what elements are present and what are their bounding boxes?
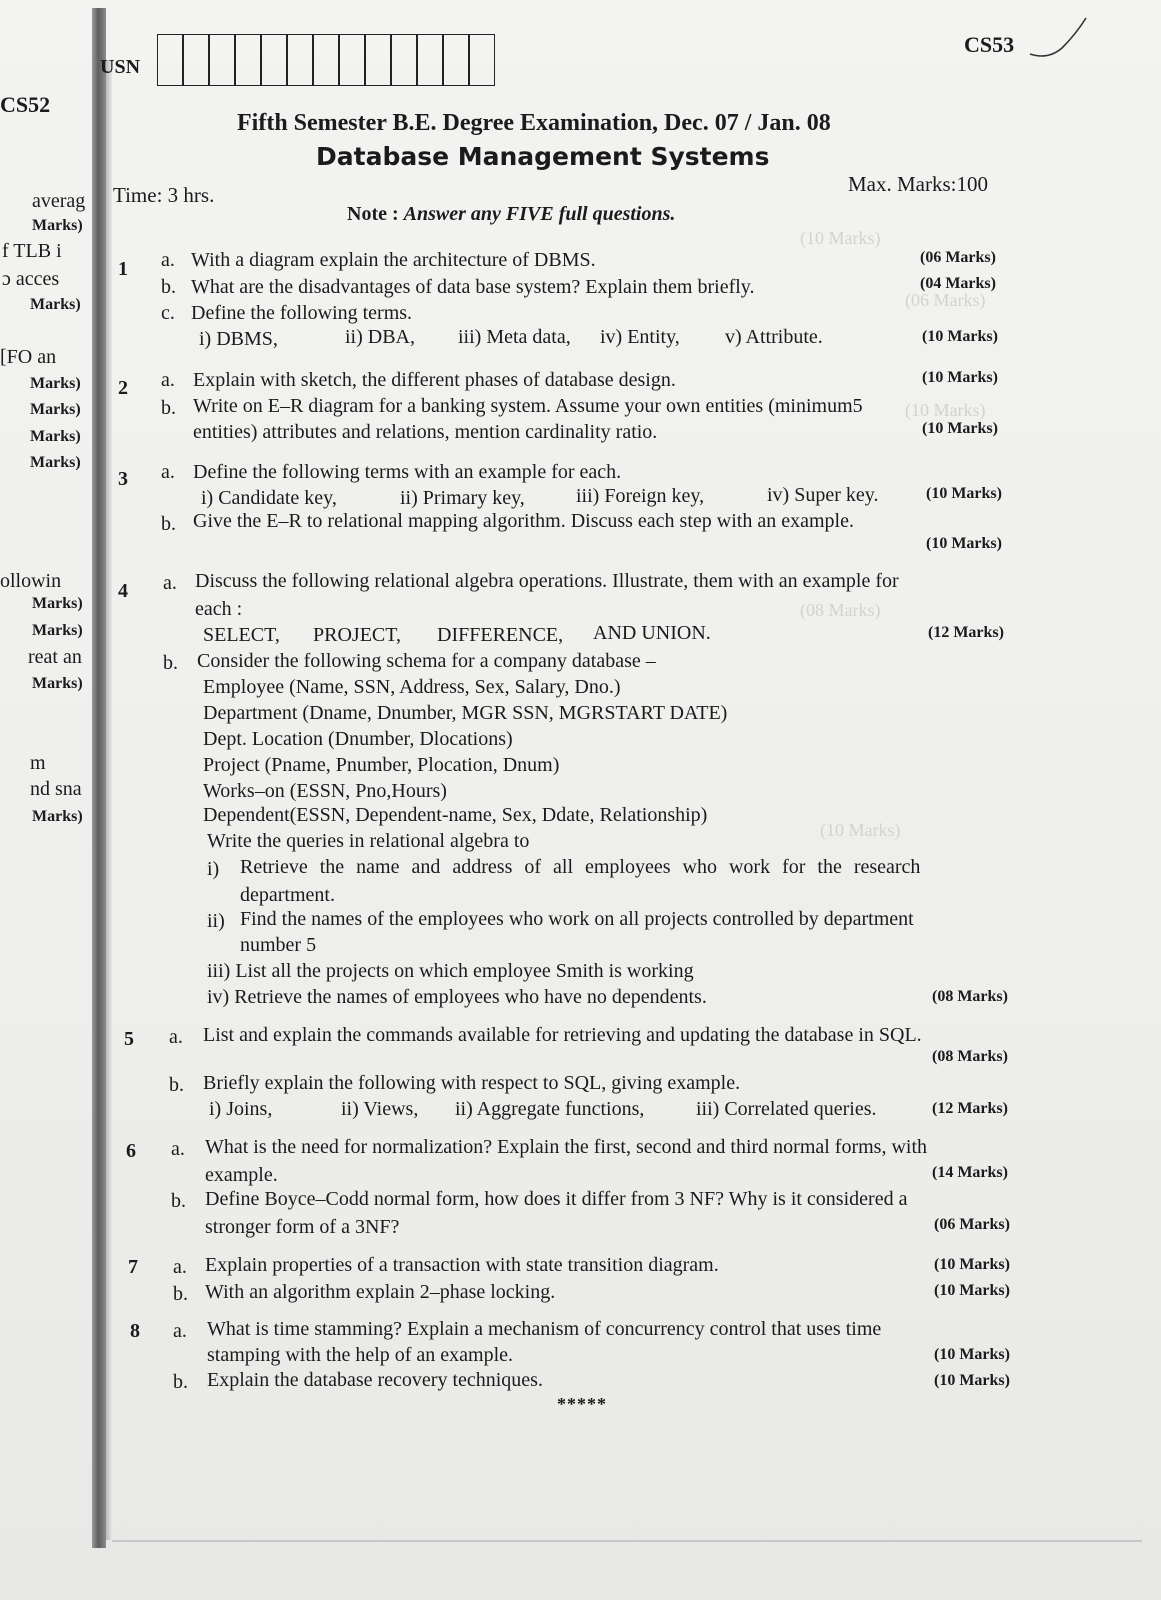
term-item: ii) Primary key, <box>400 487 525 509</box>
margin-text: Marks) <box>32 675 83 692</box>
usn-box <box>339 34 365 86</box>
question-text: Give the E–R to relational mapping algorithm. Discuss each step with an example. <box>193 510 854 532</box>
term-item: i) Joins, <box>209 1098 273 1120</box>
query-text-continued: department. <box>240 884 335 906</box>
question-number: 1 <box>118 258 128 280</box>
question-text: Explain the database recovery techniques. <box>207 1369 543 1391</box>
question-text-continued: example. <box>205 1164 278 1186</box>
usn-box <box>391 34 417 86</box>
bleed-text: (10 Marks) <box>905 400 986 420</box>
exam-time: Time: 3 hrs. <box>113 183 215 207</box>
bleed-text: (10 Marks) <box>820 820 901 840</box>
query-text: Find the names of the employees who work on all projects controlled by department <box>240 908 914 930</box>
marks-label: (10 Marks) <box>934 1256 1010 1273</box>
margin-text: Marks) <box>32 808 83 825</box>
question-number: 3 <box>118 468 128 490</box>
part-label: a. <box>161 461 175 483</box>
question-text: Briefly explain the following with respect to SQL, giving example. <box>203 1072 741 1094</box>
binding-highlight <box>106 60 112 1540</box>
marks-label: (10 Marks) <box>934 1372 1010 1389</box>
usn-box <box>313 34 339 86</box>
margin-text: Marks) <box>32 595 83 612</box>
question-text: Consider the following schema for a company database – <box>197 650 656 672</box>
part-label: a. <box>173 1320 187 1342</box>
part-label: a. <box>171 1138 185 1160</box>
term-item: iii) Foreign key, <box>576 485 705 507</box>
part-label: b. <box>163 652 178 674</box>
margin-text: Marks) <box>30 428 81 445</box>
part-label: b. <box>161 397 176 419</box>
marks-label: (10 Marks) <box>926 535 1002 552</box>
binding-shadow <box>92 8 106 1548</box>
note-label: Note : <box>347 203 399 225</box>
marks-label: (08 Marks) <box>932 1048 1008 1065</box>
term-item: i) DBMS, <box>199 328 278 350</box>
margin-text: f TLB i <box>2 240 62 262</box>
part-label: b. <box>173 1283 188 1305</box>
margin-text: nd sna <box>30 778 82 800</box>
end-of-paper-marker: ***** <box>557 1394 607 1414</box>
marks-label: (06 Marks) <box>934 1216 1010 1233</box>
part-label: a. <box>169 1026 183 1048</box>
term-item: ii) Views, <box>341 1098 419 1120</box>
operation-item: DIFFERENCE, <box>437 624 564 646</box>
marks-label: (14 Marks) <box>932 1164 1008 1181</box>
marks-label: (10 Marks) <box>926 485 1002 502</box>
marks-label: (12 Marks) <box>932 1100 1008 1117</box>
question-text: Define the following terms. <box>191 302 413 324</box>
question-text: With an algorithm explain 2–phase locking. <box>205 1281 556 1303</box>
part-label: a. <box>173 1256 187 1278</box>
question-number: 5 <box>124 1028 134 1050</box>
question-text: Define Boyce–Codd normal form, how does it differ from 3 NF? Why is it considered a <box>205 1188 908 1210</box>
query-text-continued: number 5 <box>240 934 317 956</box>
question-number: 4 <box>118 580 128 602</box>
question-text-continued: stronger form of a 3NF? <box>205 1216 400 1238</box>
question-number: 8 <box>130 1320 140 1342</box>
margin-text: Marks) <box>30 375 81 392</box>
part-label: b. <box>173 1371 188 1393</box>
bleed-text: (06 Marks) <box>905 290 986 310</box>
term-item: ii) Aggregate functions, <box>455 1098 645 1120</box>
question-number: 7 <box>128 1256 138 1278</box>
margin-text: Marks) <box>30 296 81 313</box>
question-number: 2 <box>118 377 128 399</box>
term-item: iii) Meta data, <box>458 326 571 348</box>
left-course-code: CS52 <box>0 92 51 117</box>
margin-text: Marks) <box>32 622 83 639</box>
operation-item: AND UNION. <box>593 622 711 644</box>
marks-label: (10 Marks) <box>934 1282 1010 1299</box>
question-text-continued: stamping with the help of an example. <box>207 1344 514 1366</box>
usn-box <box>365 34 391 86</box>
subject-title: Database Management Systems <box>316 142 770 171</box>
note-text: Answer any FIVE full questions. <box>403 203 676 225</box>
question-number: 6 <box>126 1140 136 1162</box>
usn-box <box>183 34 209 86</box>
bleed-text: (08 Marks) <box>800 600 881 620</box>
question-text: What is time stamming? Explain a mechanism of concurrency control that uses time <box>207 1318 882 1340</box>
question-text-continued: each : <box>195 598 243 620</box>
margin-text: reat an <box>28 646 82 668</box>
margin-text: [FO an <box>0 346 57 368</box>
part-label: b. <box>171 1190 186 1212</box>
usn-box <box>443 34 469 86</box>
part-label: b. <box>169 1074 184 1096</box>
margin-text: ɔ acces <box>2 268 60 290</box>
question-text: List and explain the commands available for retrieving and updating the database in SQL. <box>203 1024 922 1046</box>
question-text: Define the following terms with an example for each. <box>193 461 622 483</box>
marks-label: (10 Marks) <box>922 369 998 386</box>
schema-line: Dependent(ESSN, Dependent-name, Sex, Ddate, Relationship) <box>203 804 708 826</box>
usn-box <box>209 34 235 86</box>
term-item: iv) Super key. <box>767 484 879 506</box>
page-bottom-edge <box>112 1540 1142 1542</box>
marks-label: (10 Marks) <box>934 1346 1010 1363</box>
part-label: b. <box>161 276 176 298</box>
question-text: Write the queries in relational algebra to <box>207 830 530 852</box>
marks-label: (12 Marks) <box>928 624 1004 641</box>
term-item: iii) Correlated queries. <box>696 1098 877 1120</box>
term-item: v) Attribute. <box>725 326 823 348</box>
part-label: b. <box>161 513 176 535</box>
part-label: a. <box>161 369 175 391</box>
max-marks: Max. Marks:100 <box>848 172 988 196</box>
marks-label: (08 Marks) <box>932 988 1008 1005</box>
term-item: ii) DBA, <box>345 326 415 348</box>
term-item: iv) Entity, <box>600 326 680 348</box>
usn-box <box>261 34 287 86</box>
marks-label: (04 Marks) <box>920 275 996 292</box>
schema-line: Works–on (ESSN, Pno,Hours) <box>203 780 447 802</box>
question-text: Explain with sketch, the different phases of database design. <box>193 369 676 391</box>
question-text: Write on E–R diagram for a banking system. Assume your own entities (minimum5 <box>193 395 863 417</box>
usn-label: USN <box>100 56 141 78</box>
schema-line: Employee (Name, SSN, Address, Sex, Salary, Dno.) <box>203 676 621 698</box>
margin-text: averag <box>32 190 86 212</box>
sub-item-label: ii) <box>207 910 225 932</box>
margin-text: ollowin <box>0 570 62 592</box>
usn-box <box>157 34 183 86</box>
part-label: c. <box>161 302 175 324</box>
sub-item-label: i) <box>207 858 220 880</box>
instructions-note <box>347 203 675 226</box>
usn-box <box>235 34 261 86</box>
margin-text: m <box>30 752 46 774</box>
margin-text: Marks) <box>30 401 81 418</box>
query-text: Retrieve the name and address of all employees who work for the research <box>240 856 921 878</box>
question-text: With a diagram explain the architecture of DBMS. <box>191 249 596 271</box>
margin-text: Marks) <box>32 217 83 234</box>
usn-box <box>417 34 443 86</box>
schema-line: Department (Dname, Dnumber, MGR SSN, MGRSTART DATE) <box>203 702 728 724</box>
tick-mark-icon <box>1028 14 1088 64</box>
query-text: iii) List all the projects on which employee Smith is working <box>207 960 694 982</box>
marks-label: (10 Marks) <box>922 420 998 437</box>
marks-label: (10 Marks) <box>922 328 998 345</box>
term-item: i) Candidate key, <box>201 487 337 509</box>
query-text: iv) Retrieve the names of employees who have no dependents. <box>207 986 707 1008</box>
operation-item: PROJECT, <box>313 624 401 646</box>
margin-text: Marks) <box>30 454 81 471</box>
exam-title: Fifth Semester B.E. Degree Examination, Dec. 07 / Jan. 08 <box>237 110 831 136</box>
question-text: What is the need for normalization? Explain the first, second and third normal forms, with <box>205 1136 928 1158</box>
schema-line: Dept. Location (Dnumber, Dlocations) <box>203 728 513 750</box>
part-label: a. <box>163 572 177 594</box>
schema-line: Project (Pname, Pnumber, Plocation, Dnum) <box>203 754 560 776</box>
usn-box <box>287 34 313 86</box>
question-text-continued: entities) attributes and relations, mention cardinality ratio. <box>193 421 658 443</box>
question-text: Explain properties of a transaction with state transition diagram. <box>205 1254 719 1276</box>
bleed-text: (10 Marks) <box>800 228 881 248</box>
question-text: What are the disadvantages of data base system? Explain them briefly. <box>191 276 755 298</box>
operation-item: SELECT, <box>203 624 280 646</box>
question-text: Discuss the following relational algebra operations. Illustrate, them with an example for <box>195 570 899 592</box>
part-label: a. <box>161 249 175 271</box>
marks-label: (06 Marks) <box>920 249 996 266</box>
course-code: CS53 <box>964 32 1015 57</box>
usn-box <box>469 34 495 86</box>
